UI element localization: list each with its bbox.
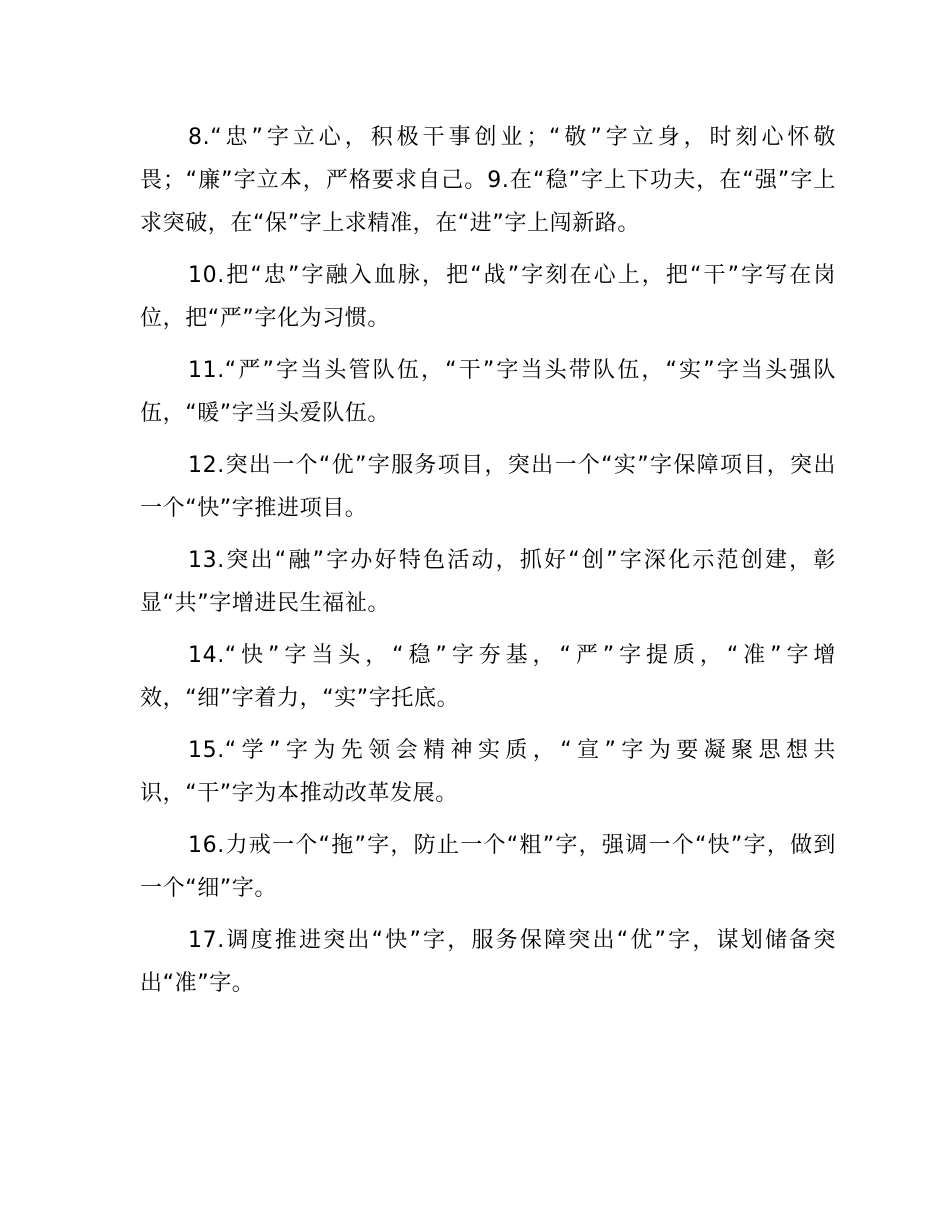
paragraph-17: 17.调度推进突出“快”字，服务保障突出“优”字，谋划储备突出“准”字。: [140, 928, 836, 996]
paragraph-8-9: 8.“忠”字立心，积极干事创业；“敬”字立身，时刻心怀敬畏；“廉”字立本，严格要求自己。9.在“稳”字上下功夫，在“强”字上求突破，在“保”字上求精准，在“进”字上闯新路。: [140, 125, 836, 236]
paragraph-13: 13.突出“融”字办好特色活动，抓好“创”字深化示范创建，彰显“共”字增进民生福祉。: [140, 548, 836, 616]
paragraph-12: 12.突出一个“优”字服务项目，突出一个“实”字保障项目，突出一个“快”字推进项目。: [140, 453, 836, 521]
paragraph-16: 16.力戒一个“拖”字，防止一个“粗”字，强调一个“快”字，做到一个“细”字。: [140, 833, 836, 901]
paragraph-14: 14.“快”字当头，“稳”字夯基，“严”字提质，“准”字增效，“细”字着力，“实”字托底。: [140, 643, 836, 711]
paragraph-15: 15.“学”字为先领会精神实质，“宣”字为要凝聚思想共识，“干”字为本推动改革发展。: [140, 738, 836, 806]
paragraph-10: 10.把“忠”字融入血脉，把“战”字刻在心上，把“干”字写在岗位，把“严”字化为习惯。: [140, 263, 836, 331]
document-page: [140, 116, 836, 1014]
paragraph-11: 11.“严”字当头管队伍，“干”字当头带队伍，“实”字当头强队伍，“暖”字当头爱队伍。: [140, 358, 836, 426]
